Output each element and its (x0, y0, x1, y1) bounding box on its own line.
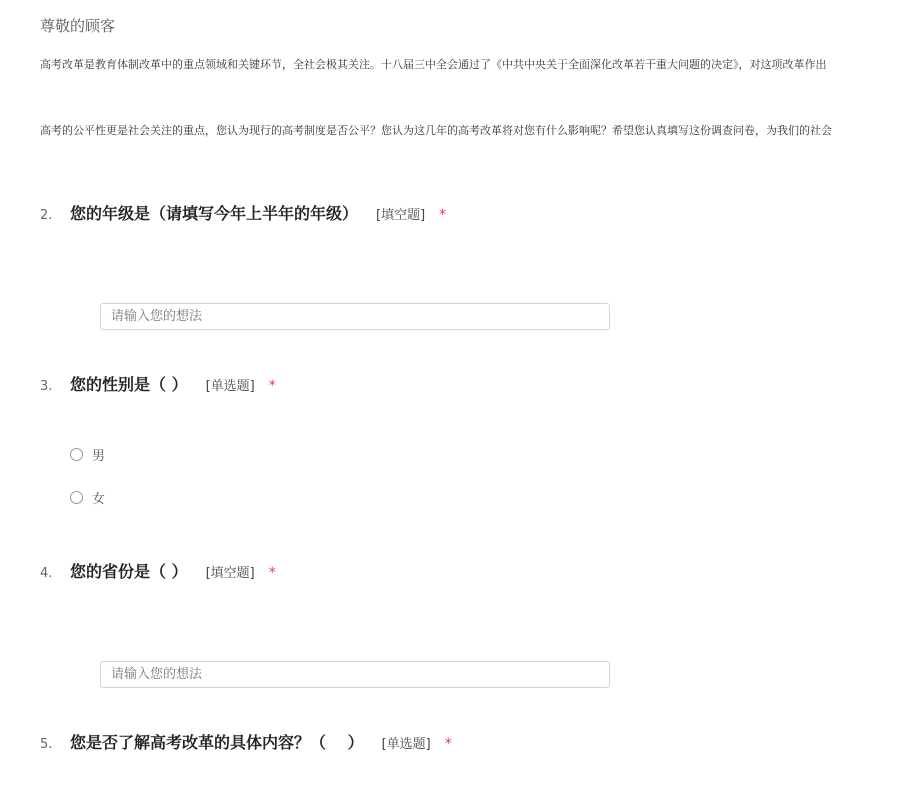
required-marker: * (444, 736, 452, 752)
question-type-tag: [填空题] (376, 208, 426, 223)
question-title: 您的性别是（ ） (70, 375, 188, 394)
gender-option-male[interactable] (70, 445, 105, 464)
radio-button[interactable] (70, 448, 83, 461)
greeting-heading: 尊敬的顾客 (40, 17, 116, 35)
radio-label: 女 (92, 492, 106, 507)
question-type-tag: [单选题] (381, 737, 431, 752)
question-number: 2. (40, 208, 53, 223)
question-2 (40, 201, 446, 224)
question-title: 您的年级是（请填写今年上半年的年级） (70, 204, 359, 223)
radio-label: 男 (92, 449, 106, 464)
required-marker: * (268, 378, 276, 394)
question-4 (40, 559, 276, 582)
question-number: 4. (40, 566, 53, 581)
intro-paragraph-1: 高考改革是教育体制改革中的重点领域和关键环节，全社会极其关注。十八届三中全会通过了《中共中央关于全面深化改革若干重大问题的决定》，对这项改革作出 (40, 58, 827, 71)
radio-button[interactable] (70, 491, 83, 504)
question-title: 您的省份是（ ） (70, 562, 188, 581)
gender-option-female[interactable] (70, 488, 105, 507)
question-5 (40, 730, 452, 753)
question-3 (40, 372, 276, 395)
province-input[interactable] (100, 661, 610, 688)
required-marker: * (268, 565, 276, 581)
intro-paragraph-2: 高考的公平性更是社会关注的重点，您认为现行的高考制度是否公平？您认为这几年的高考改革将对您有什么影响呢？希望您认真填写这份调查问卷，为我们的社会 (40, 124, 832, 137)
required-marker: * (439, 207, 447, 223)
grade-input[interactable] (100, 303, 610, 330)
question-title: 您是否了解高考改革的具体内容？（ ） (70, 733, 364, 752)
question-number: 3. (40, 379, 53, 394)
question-type-tag: [单选题] (205, 379, 255, 394)
question-number: 5. (40, 737, 53, 752)
question-type-tag: [填空题] (205, 566, 255, 581)
